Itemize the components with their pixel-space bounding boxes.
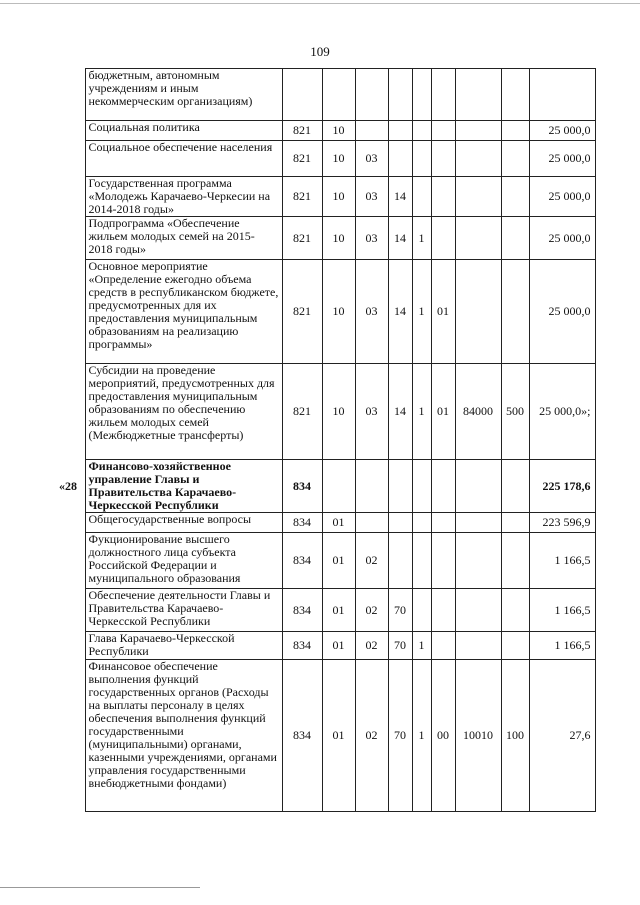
code-cell-c5: 1 — [412, 660, 431, 812]
code-cell-c5 — [412, 141, 431, 177]
page-number: 109 — [310, 44, 330, 59]
code-cell-c6 — [431, 141, 455, 177]
code-cell-c5 — [412, 589, 431, 632]
code-cell-c8 — [501, 589, 529, 632]
code-cell-c7: 10010 — [455, 660, 501, 812]
code-cell-c6 — [431, 177, 455, 217]
code-cell-c1: 834 — [282, 660, 322, 812]
code-cell-c7 — [455, 589, 501, 632]
code-cell-c2: 01 — [322, 632, 355, 660]
code-cell-c4 — [388, 460, 412, 513]
code-cell-c4: 70 — [388, 660, 412, 812]
row-name: бюджетным, автономным учреждениям и иным некоммерческим организациям) — [85, 69, 282, 121]
row-name: Государственная программа «Молодежь Карачаево-Черкесии на 2014-2018 годы» — [85, 177, 282, 217]
code-cell-c5 — [412, 460, 431, 513]
code-cell-c2: 01 — [322, 533, 355, 589]
code-cell-c3: 03 — [355, 177, 388, 217]
code-cell-c6: 01 — [431, 260, 455, 364]
amount-cell: 25 000,0 — [529, 121, 595, 141]
table-row — [55, 364, 595, 460]
row-prefix — [55, 121, 85, 141]
code-cell-c7 — [455, 69, 501, 121]
code-cell-c8: 100 — [501, 660, 529, 812]
code-cell-c7 — [455, 217, 501, 260]
row-prefix — [55, 533, 85, 589]
code-cell-c1: 834 — [282, 632, 322, 660]
amount-cell: 25 000,0 — [529, 217, 595, 260]
code-cell-c5: 1 — [412, 260, 431, 364]
code-cell-c2: 01 — [322, 660, 355, 812]
code-cell-c7 — [455, 533, 501, 589]
code-cell-c5 — [412, 121, 431, 141]
scan-artifact-bottom — [0, 887, 200, 888]
code-cell-c7: 84000 — [455, 364, 501, 460]
code-cell-c1: 834 — [282, 460, 322, 513]
code-cell-c4 — [388, 69, 412, 121]
code-cell-c4: 14 — [388, 260, 412, 364]
table-row — [55, 513, 595, 533]
code-cell-c6 — [431, 69, 455, 121]
code-cell-c6 — [431, 460, 455, 513]
code-cell-c1: 821 — [282, 364, 322, 460]
code-cell-c2: 01 — [322, 589, 355, 632]
code-cell-c1: 821 — [282, 177, 322, 217]
row-prefix — [55, 513, 85, 533]
code-cell-c8 — [501, 533, 529, 589]
code-cell-c8 — [501, 513, 529, 533]
code-cell-c3 — [355, 69, 388, 121]
code-cell-c4 — [388, 533, 412, 589]
row-name: Социальная политика — [85, 121, 282, 141]
table-row — [55, 69, 595, 121]
scan-artifact-top — [0, 3, 640, 4]
code-cell-c5 — [412, 177, 431, 217]
amount-cell: 25 000,0 — [529, 141, 595, 177]
row-prefix — [55, 177, 85, 217]
table-body — [55, 69, 595, 812]
table-row — [55, 632, 595, 660]
row-name: Основное мероприятие «Определение ежегодно объема средств в республиканском бюджете, предусмотренных для их предоставления муниципальным образованиям на реализацию программы» — [85, 260, 282, 364]
code-cell-c1: 821 — [282, 260, 322, 364]
table-row — [55, 260, 595, 364]
code-cell-c4: 70 — [388, 632, 412, 660]
code-cell-c6 — [431, 121, 455, 141]
code-cell-c1: 834 — [282, 513, 322, 533]
amount-cell: 25 000,0»; — [529, 364, 595, 460]
code-cell-c3: 03 — [355, 364, 388, 460]
code-cell-c3: 02 — [355, 589, 388, 632]
code-cell-c6 — [431, 632, 455, 660]
code-cell-c4 — [388, 141, 412, 177]
code-cell-c5: 1 — [412, 364, 431, 460]
table-row — [55, 589, 595, 632]
code-cell-c2: 10 — [322, 141, 355, 177]
row-name: Обеспечение деятельности Главы и Правительства Карачаево-Черкесской Республики — [85, 589, 282, 632]
amount-cell — [529, 69, 595, 121]
table-row — [55, 533, 595, 589]
row-prefix — [55, 260, 85, 364]
row-prefix: «28 — [59, 478, 77, 493]
row-prefix — [55, 632, 85, 660]
row-name: Общегосударственные вопросы — [85, 513, 282, 533]
code-cell-c3 — [355, 513, 388, 533]
row-name: Субсидии на проведение мероприятий, предусмотренных для предоставления муниципальным образованиям по обеспечению жильем молодых семей (Межбюджетные трансферты) — [85, 364, 282, 460]
code-cell-c5 — [412, 69, 431, 121]
code-cell-c1: 834 — [282, 589, 322, 632]
code-cell-c3: 03 — [355, 141, 388, 177]
code-cell-c2 — [322, 69, 355, 121]
code-cell-c5: 1 — [412, 217, 431, 260]
code-cell-c1: 821 — [282, 121, 322, 141]
code-cell-c6: 01 — [431, 364, 455, 460]
table-row — [55, 121, 595, 141]
code-cell-c8: 500 — [501, 364, 529, 460]
row-prefix — [55, 217, 85, 260]
code-cell-c2 — [322, 460, 355, 513]
amount-cell: 1 166,5 — [529, 589, 595, 632]
code-cell-c2: 10 — [322, 217, 355, 260]
code-cell-c3 — [355, 121, 388, 141]
code-cell-c8 — [501, 69, 529, 121]
row-name: Финансовое обеспечение выполнения функций государственных органов (Расходы на выплаты персоналу в целях обеспечения выполнения функций государственными (муниципальными) органами, казенными учреждениями, органами управления государственными внебюджетными фондами) — [85, 660, 282, 812]
table-row — [55, 217, 595, 260]
row-name: Социальное обеспечение населения — [85, 141, 282, 177]
row-prefix — [55, 660, 85, 812]
code-cell-c3: 03 — [355, 260, 388, 364]
code-cell-c2: 01 — [322, 513, 355, 533]
row-prefix — [55, 69, 85, 121]
code-cell-c8 — [501, 121, 529, 141]
code-cell-c4: 70 — [388, 589, 412, 632]
code-cell-c2: 10 — [322, 364, 355, 460]
code-cell-c6 — [431, 533, 455, 589]
code-cell-c5 — [412, 513, 431, 533]
row-name: Глава Карачаево-Черкесской Республики — [85, 632, 282, 660]
code-cell-c3: 02 — [355, 632, 388, 660]
code-cell-c1 — [282, 69, 322, 121]
code-cell-c6 — [431, 217, 455, 260]
table-row — [55, 141, 595, 177]
code-cell-c3: 03 — [355, 217, 388, 260]
code-cell-c1: 821 — [282, 141, 322, 177]
budget-table — [55, 68, 596, 812]
amount-cell: 1 166,5 — [529, 632, 595, 660]
table-row — [55, 177, 595, 217]
code-cell-c6: 00 — [431, 660, 455, 812]
code-cell-c8 — [501, 177, 529, 217]
code-cell-c7 — [455, 260, 501, 364]
table-row — [55, 460, 595, 513]
amount-cell: 223 596,9 — [529, 513, 595, 533]
table-row — [55, 660, 595, 812]
code-cell-c8 — [501, 460, 529, 513]
code-cell-c7 — [455, 177, 501, 217]
code-cell-c4 — [388, 513, 412, 533]
code-cell-c7 — [455, 513, 501, 533]
amount-cell: 1 166,5 — [529, 533, 595, 589]
code-cell-c7 — [455, 460, 501, 513]
amount-cell: 225 178,6 — [529, 460, 595, 513]
amount-cell: 27,6 — [529, 660, 595, 812]
code-cell-c4 — [388, 121, 412, 141]
code-cell-c6 — [431, 589, 455, 632]
code-cell-c1: 821 — [282, 217, 322, 260]
row-name: Фукционирование высшего должностного лица субъекта Российской Федерации и муниципального образования — [85, 533, 282, 589]
amount-cell: 25 000,0 — [529, 260, 595, 364]
code-cell-c2: 10 — [322, 260, 355, 364]
code-cell-c6 — [431, 513, 455, 533]
code-cell-c4: 14 — [388, 217, 412, 260]
code-cell-c5: 1 — [412, 632, 431, 660]
row-name: Подпрограмма «Обеспечение жильем молодых семей на 2015-2018 годы» — [85, 217, 282, 260]
code-cell-c3 — [355, 460, 388, 513]
code-cell-c8 — [501, 141, 529, 177]
code-cell-c2: 10 — [322, 121, 355, 141]
code-cell-c3: 02 — [355, 660, 388, 812]
code-cell-c1: 834 — [282, 533, 322, 589]
code-cell-c7 — [455, 141, 501, 177]
code-cell-c7 — [455, 121, 501, 141]
row-prefix — [55, 141, 85, 177]
code-cell-c3: 02 — [355, 533, 388, 589]
row-name: Финансово-хозяйственное управление Главы и Правительства Карачаево-Черкесской Республики — [85, 460, 282, 513]
code-cell-c8 — [501, 632, 529, 660]
amount-cell: 25 000,0 — [529, 177, 595, 217]
code-cell-c8 — [501, 217, 529, 260]
row-prefix — [55, 589, 85, 632]
code-cell-c7 — [455, 632, 501, 660]
code-cell-c5 — [412, 533, 431, 589]
row-prefix — [55, 364, 85, 460]
code-cell-c4: 14 — [388, 364, 412, 460]
code-cell-c2: 10 — [322, 177, 355, 217]
code-cell-c4: 14 — [388, 177, 412, 217]
code-cell-c8 — [501, 260, 529, 364]
